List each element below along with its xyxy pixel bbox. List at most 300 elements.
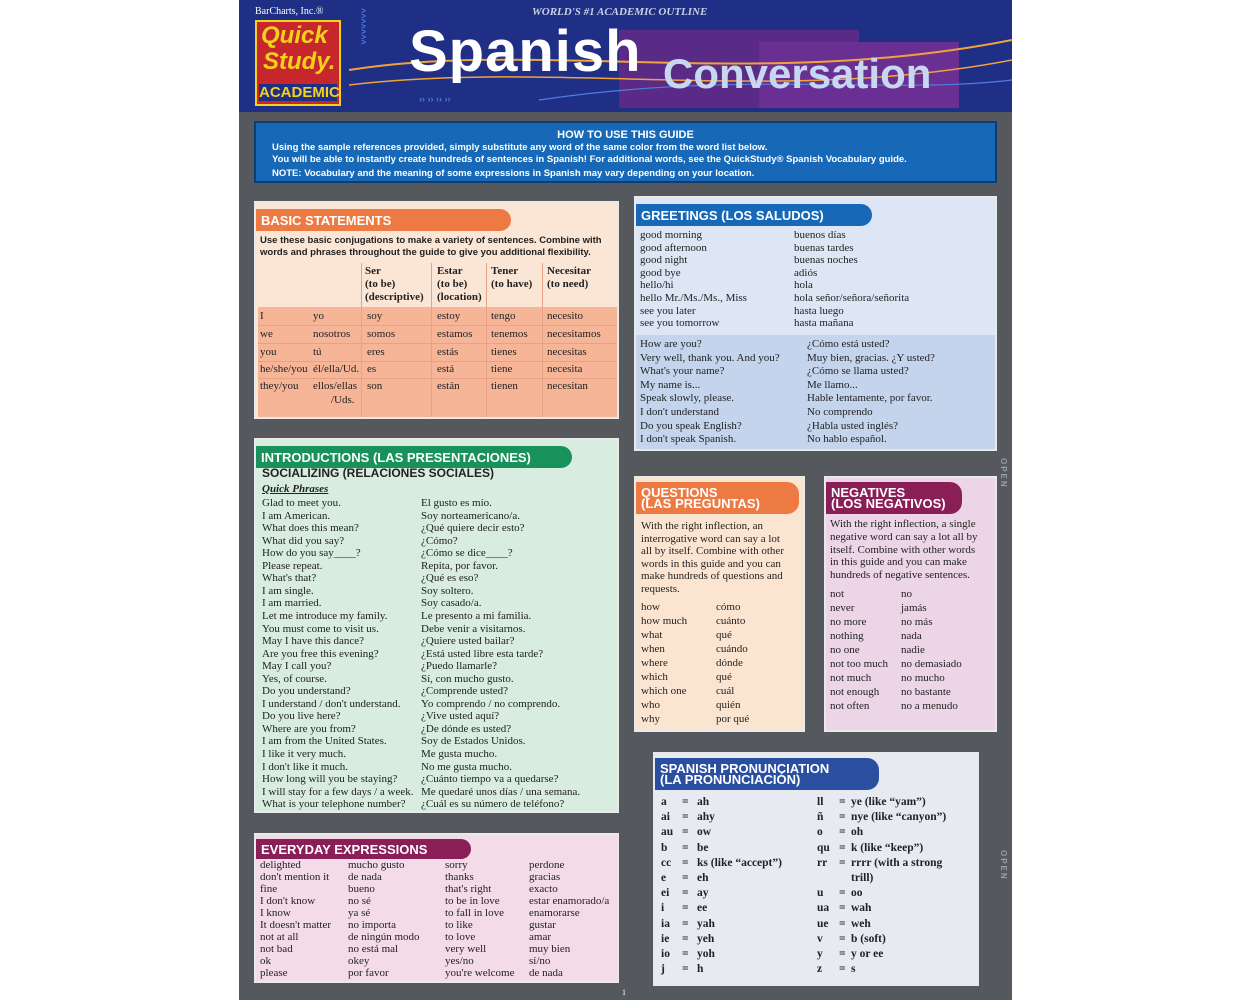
negative-en: not too much: [830, 658, 889, 670]
intro-line: requests.: [641, 583, 680, 595]
col-header: (location): [437, 291, 482, 303]
phrase-en: May I have this dance?: [262, 635, 365, 648]
basic-intro: words and phrases throughout the guide to give you additional flexibility.: [260, 247, 591, 258]
phrase-en: I like it very much.: [262, 748, 347, 760]
expression-en: fine: [260, 883, 278, 895]
phrase-es: No comprendo: [807, 406, 873, 418]
phrase-es: ¿Cómo está usted?: [807, 338, 890, 350]
phrase-en: You must come to visit us.: [262, 622, 379, 635]
equals: =: [839, 932, 846, 945]
intro-line: With the right inflection, a single: [830, 518, 976, 530]
publisher: BarCharts, Inc.®: [255, 6, 324, 17]
table-cell: yo: [313, 310, 324, 322]
negative-en: no one: [830, 644, 860, 656]
sound: ahy: [697, 811, 715, 824]
intro-title: INTRODUCTIONS (LAS PRESENTACIONES): [256, 446, 572, 468]
table-cell: tienen: [491, 380, 518, 392]
expression-es: okey: [348, 955, 370, 967]
phrase-es: Me gusta mucho.: [421, 748, 498, 760]
phrase-en: How are you?: [640, 338, 702, 350]
question-es: por qué: [716, 713, 750, 725]
phrase-en: I am American.: [262, 509, 331, 522]
letter: ue: [817, 917, 829, 930]
table-cell: somos: [367, 328, 396, 340]
expression-en: ok: [260, 955, 271, 967]
phrase-en: What does this mean?: [262, 522, 359, 535]
basic-intro: Use these basic conjugations to make a variety of sentences. Combine with: [260, 235, 602, 246]
equals: =: [682, 826, 689, 839]
phrase-es: ¿Cuánto tiempo va a quedarse?: [421, 773, 559, 786]
open-tab-label: OPEN: [999, 850, 1008, 881]
table-cell: he/she/you: [260, 363, 308, 375]
header: [239, 0, 1012, 112]
letter: au: [661, 826, 674, 839]
equals: =: [682, 872, 689, 884]
phrase-es: ¿Cómo?: [421, 534, 458, 547]
negative-es: no mucho: [901, 672, 945, 684]
sound: be: [697, 841, 709, 854]
phrase-es: El gusto es mío.: [421, 497, 492, 509]
basic-statements-panel: [254, 201, 619, 419]
sound: ks (like “accept”): [697, 856, 782, 869]
negative-en: not enough: [830, 686, 880, 698]
intro-line: hundreds of negative sentences.: [830, 569, 970, 582]
equals: =: [839, 917, 846, 930]
question-es: cuánto: [716, 615, 746, 627]
phrase-en: How long will you be staying?: [262, 773, 398, 786]
intro-line: in this guide and you can make: [830, 556, 967, 569]
intro-line: words in this guide and you can: [641, 557, 781, 570]
phrase-en: How do you say____?: [262, 547, 361, 560]
equals: =: [682, 948, 689, 960]
table-cell: necesito: [547, 310, 584, 322]
intro-line: itself. Combine with other words: [830, 543, 976, 556]
basic-title: BASIC STATEMENTS: [256, 209, 511, 231]
expression-es: no sé: [348, 895, 371, 907]
pronunciation-title-1: SPANISH PRONUNCIATION: [660, 761, 830, 776]
row-divider: [258, 378, 617, 379]
page-number: 1: [622, 988, 626, 997]
phrase-es: Le presento a mi familia.: [421, 609, 532, 622]
expression-es: sí/no: [529, 955, 551, 967]
equals: =: [839, 826, 846, 839]
col-header: (to be): [365, 278, 396, 290]
phrase-en: Do you speak English?: [640, 419, 742, 432]
question-es: qué: [716, 629, 732, 641]
phrase-es: Soy casado/a.: [421, 597, 482, 610]
question-en: when: [641, 643, 665, 655]
letter: e: [661, 872, 667, 884]
table-cell: él/ella/Ud.: [313, 363, 360, 375]
pronunciation-title: [655, 758, 879, 790]
letter: o: [817, 826, 823, 839]
greeting-en: hello Mr./Ms./Ms., Miss: [640, 292, 747, 304]
equals: =: [682, 932, 689, 945]
phrase-en: What did you say?: [262, 534, 345, 547]
question-es: cuál: [716, 685, 735, 697]
phrase-es: Soy soltero.: [421, 584, 474, 597]
phrase-es: ¿Cómo se dice____?: [421, 547, 513, 560]
table-cell: es: [367, 363, 377, 375]
equals: =: [682, 917, 689, 930]
row-divider: [258, 325, 617, 326]
table-cell: tú: [313, 346, 322, 358]
expression-en: not at all: [260, 931, 299, 943]
phrase-es: Yo comprendo / no comprendo.: [421, 697, 561, 710]
equals: =: [682, 856, 689, 869]
letter: y: [817, 948, 823, 960]
expression-en: I know: [260, 907, 291, 919]
phrase-en: I am married.: [262, 597, 322, 610]
sound: y or ee: [851, 948, 884, 960]
table-cell: necesitas: [547, 346, 587, 358]
letter: ie: [661, 932, 670, 945]
letter: z: [817, 963, 823, 976]
phrase-es: ¿Está usted libre esta tarde?: [421, 647, 544, 660]
phrase-es: Me quedaré unos días / una semana.: [421, 785, 581, 798]
tagline: WORLD'S #1 ACADEMIC OUTLINE: [532, 6, 708, 18]
conjugation-table-bg: [258, 307, 617, 417]
intro-line: make hundreds of questions and: [641, 570, 783, 583]
sound: eh: [697, 872, 709, 884]
negative-es: no demasiado: [901, 658, 962, 670]
greeting-es: hasta luego: [794, 304, 844, 317]
question-es: quién: [716, 699, 741, 711]
sound: b (soft): [851, 932, 886, 945]
table-cell: necesita: [547, 363, 583, 375]
phrase-es: ¿Puedo llamarle?: [421, 660, 498, 673]
greeting-en: see you later: [640, 304, 696, 317]
col-header: (to be): [437, 278, 468, 290]
letter: u: [817, 887, 824, 900]
sound: oh: [851, 826, 864, 839]
equals: =: [682, 811, 689, 824]
chevron-right-icon: ›› ›› ›› ››: [419, 94, 451, 104]
phrase-es: Soy de Estados Unidos.: [421, 735, 526, 748]
everyday-panel: [254, 833, 619, 983]
sound: weh: [851, 917, 871, 930]
expression-es: no importa: [348, 919, 396, 931]
phrase-en: What's that?: [262, 572, 317, 585]
letter: cc: [661, 856, 672, 869]
phrase-en: Speak slowly, please.: [640, 392, 734, 405]
sound: ye (like “yam”): [851, 796, 926, 808]
intro-line: all by itself. Combine with other: [641, 545, 784, 558]
sound: nye (like “canyon”): [851, 811, 947, 824]
table-cell: /Uds.: [331, 394, 355, 406]
phrase-en: Let me introduce my family.: [262, 609, 388, 622]
expression-es: perdone: [529, 859, 565, 871]
expression-es: mucho gusto: [348, 859, 405, 871]
page-title: Spanish: [409, 19, 642, 84]
question-en: which one: [641, 685, 687, 697]
phrase-en: Where are you from?: [262, 722, 356, 735]
negative-es: no más: [901, 616, 933, 628]
row-divider: [258, 343, 617, 344]
expression-es: estar enamorado/a: [529, 895, 610, 907]
quickstudy-sheet: [239, 0, 1012, 1000]
phrase-es: ¿Quiere usted bailar?: [421, 635, 515, 648]
expression-en: I don't know: [260, 895, 316, 907]
negative-es: no bastante: [901, 686, 951, 698]
greetings-title: GREETINGS (LOS SALUDOS): [636, 204, 872, 226]
equals: =: [839, 948, 846, 960]
letter: i: [661, 902, 665, 915]
col-header: (to have): [491, 278, 533, 290]
greeting-es: adiós: [794, 266, 818, 279]
table-cell: they/you: [260, 380, 299, 392]
table-cell: we: [260, 328, 273, 340]
equals: =: [839, 811, 846, 824]
col-header: Necesitar: [547, 265, 591, 277]
equals: =: [839, 887, 846, 900]
everyday-title: EVERYDAY EXPRESSIONS: [256, 839, 471, 859]
expression-en: very well: [445, 943, 487, 955]
phrase-en: What is your telephone number?: [262, 798, 406, 811]
question-en: how: [641, 601, 660, 613]
phrase-en: What's your name?: [640, 365, 725, 378]
expression-en: delighted: [260, 859, 301, 871]
negative-en: no more: [830, 616, 867, 628]
negative-es: jamás: [901, 602, 927, 614]
phrase-en: May I call you?: [262, 660, 332, 673]
equals: =: [682, 796, 689, 808]
letter: rr: [817, 856, 828, 869]
negative-en: never: [830, 602, 855, 614]
phrase-en: Please repeat.: [262, 559, 323, 572]
how-to-line: You will be able to instantly create hundreds of sentences in Spanish! For additional words, see the QuickStudy® Spanish Vocabulary guide.: [272, 154, 907, 165]
intro-line: interrogative word can say a lot: [641, 532, 780, 545]
phrase-en: I understand / don't understand.: [262, 697, 401, 710]
expression-es: bueno: [348, 883, 375, 895]
letter: ei: [661, 887, 670, 900]
letter: ai: [661, 811, 670, 824]
col-header: Ser: [365, 265, 381, 277]
sound: s: [851, 963, 856, 976]
phrase-es: ¿Comprende usted?: [421, 685, 509, 698]
letter: ua: [817, 902, 830, 915]
phrase-en: I am from the United States.: [262, 735, 387, 748]
phrase-en: Do you live here?: [262, 710, 341, 723]
negative-en: not: [830, 588, 845, 600]
how-to-box: [254, 121, 997, 183]
negative-en: not often: [830, 700, 870, 712]
negative-en: not much: [830, 672, 872, 684]
questions-title-2: (LAS PREGUNTAS): [641, 496, 760, 511]
table-cell: tienes: [491, 346, 517, 358]
equals: =: [839, 856, 846, 869]
phrase-en: Very well, thank you. And you?: [640, 351, 780, 364]
phrase-en: Yes, of course.: [262, 672, 327, 685]
equals: =: [839, 902, 846, 915]
expression-en: to be in love: [445, 895, 500, 907]
expression-en: It doesn't matter: [260, 919, 332, 931]
greeting-es: buenas noches: [794, 254, 858, 267]
sound: wah: [851, 902, 872, 915]
expression-en: please: [260, 967, 288, 979]
phrase-es: Soy norteamericano/a.: [421, 509, 520, 522]
sound: yah: [697, 917, 715, 930]
equals: =: [839, 796, 846, 808]
negatives-panel: [824, 476, 997, 732]
sound: ow: [697, 826, 712, 839]
greeting-es: buenos días: [794, 229, 846, 241]
divider: [361, 263, 362, 417]
expression-en: to love: [445, 931, 476, 943]
phrase-en: I don't speak Spanish.: [640, 433, 737, 446]
expression-en: sorry: [445, 859, 468, 871]
greeting-en: good night: [640, 254, 688, 267]
sound: rrrr (with a strong: [851, 856, 943, 869]
phrase-es: ¿Qué quiere decir esto?: [421, 522, 525, 535]
expression-es: exacto: [529, 883, 558, 895]
phrase-es: Debe venir a visitarnos.: [421, 622, 526, 635]
pronunciation-panel: [653, 752, 979, 986]
open-tab-label: OPEN: [999, 458, 1008, 489]
expression-es: no está mal: [348, 943, 399, 955]
equals: =: [682, 841, 689, 854]
question-es: qué: [716, 671, 732, 683]
phrase-en: My name is...: [640, 378, 701, 391]
greeting-en: good morning: [640, 229, 703, 241]
expression-es: muy bien: [529, 943, 571, 955]
phrase-en: Are you free this evening?: [262, 647, 379, 660]
phrase-es: No me gusta mucho.: [421, 760, 513, 773]
phrase-es: ¿Habla usted inglés?: [807, 419, 899, 432]
table-cell: estoy: [437, 310, 461, 322]
greeting-es: hola: [794, 279, 813, 292]
letter: qu: [817, 841, 830, 854]
phrase-es: Muy bien, gracias. ¿Y usted?: [807, 351, 935, 364]
greeting-es: buenas tardes: [794, 241, 854, 254]
phrase-es: Me llamo...: [807, 378, 858, 391]
phrase-es: Repita, por favor.: [421, 559, 498, 572]
table-cell: ellos/ellas: [313, 380, 357, 392]
negative-es: nada: [901, 630, 922, 642]
expression-es: por favor: [348, 967, 389, 979]
question-en: how much: [641, 615, 688, 627]
expression-en: thanks: [445, 871, 474, 883]
logo-line1: Quick: [261, 22, 328, 49]
phrase-en: I am single.: [262, 584, 314, 597]
letter: v: [817, 932, 823, 945]
sound: h: [697, 963, 704, 976]
intro-subtitle: SOCIALIZING (RELACIONES SOCIALES): [262, 466, 495, 480]
quick-phrases-label: Quick Phrases: [262, 483, 329, 495]
expression-en: to like: [445, 919, 473, 931]
phrase-es: No hablo español.: [807, 433, 887, 446]
table-cell: necesitamos: [547, 328, 601, 340]
greeting-es: hasta mañana: [794, 317, 854, 330]
sound: k (like “keep”): [851, 841, 924, 854]
col-header: Estar: [437, 265, 463, 277]
negatives-title-2: (LOS NEGATIVOS): [831, 496, 946, 511]
expression-es: ya sé: [348, 907, 371, 919]
questions-title-1: QUESTIONS: [641, 485, 718, 500]
letter: ñ: [817, 811, 824, 824]
expression-es: de ningún modo: [348, 931, 420, 943]
table-cell: nosotros: [313, 328, 351, 340]
sound: ay: [697, 887, 709, 900]
sound: trill): [851, 872, 874, 884]
table-cell: estás: [437, 346, 459, 358]
table-cell: eres: [367, 346, 385, 358]
negative-es: nadie: [901, 644, 925, 656]
phrase-es: Sí, con mucho gusto.: [421, 672, 514, 685]
expression-en: yes/no: [445, 955, 474, 967]
divider: [431, 263, 432, 417]
greeting-es: hola señor/señora/señorita: [794, 292, 910, 304]
sound: yeh: [697, 932, 715, 945]
expression-es: gracias: [529, 871, 561, 883]
question-en: why: [641, 713, 660, 725]
divider: [542, 263, 543, 417]
equals: =: [682, 963, 689, 976]
pronunciation-title-2: (LA PRONUNCIACIÓN): [660, 772, 801, 787]
col-header: Tener: [491, 265, 519, 277]
letter: a: [661, 796, 667, 808]
expression-es: amar: [529, 931, 551, 943]
logo-line2: Study.: [263, 48, 336, 75]
chevron-up-icon: ^^^^^^^: [357, 8, 367, 45]
negatives-title: [826, 482, 962, 514]
question-es: dónde: [716, 657, 743, 669]
phrase-en: I don't understand: [640, 406, 719, 418]
equals: =: [839, 841, 846, 854]
greeting-en: hello/hi: [640, 279, 674, 292]
how-to-title: HOW TO USE THIS GUIDE: [557, 129, 694, 141]
table-cell: tengo: [491, 310, 516, 322]
question-en: which: [641, 671, 668, 683]
expression-en: that's right: [445, 883, 492, 895]
sound: ee: [697, 902, 708, 915]
phrase-es: ¿Cuál es su número de teléfono?: [421, 798, 565, 811]
letter: io: [661, 948, 670, 960]
expression-en: don't mention it: [260, 871, 330, 883]
question-en: what: [641, 629, 663, 641]
negative-en: nothing: [830, 630, 864, 642]
quickstudy-logo: [255, 20, 341, 106]
table-cell: está: [437, 363, 455, 375]
letter: ia: [661, 917, 670, 930]
equals: =: [682, 902, 689, 915]
phrase-es: ¿Vive usted aquí?: [421, 710, 500, 723]
how-to-line: NOTE: Vocabulary and the meaning of some expressions in Spanish may vary depending on your location.: [272, 168, 755, 179]
sound: ah: [697, 796, 710, 808]
sound: oo: [851, 887, 863, 900]
introductions-panel: [254, 438, 619, 813]
phrase-es: ¿Qué es eso?: [421, 572, 479, 585]
phrase-en: Do you understand?: [262, 685, 351, 698]
row-divider: [258, 361, 617, 362]
phrase-en: I don't like it much.: [262, 760, 348, 773]
expression-en: not bad: [260, 943, 293, 955]
divider: [486, 263, 487, 417]
phrase-es: ¿De dónde es usted?: [421, 722, 512, 735]
question-es: cuándo: [716, 643, 748, 655]
page-subtitle: Conversation: [663, 50, 932, 97]
table-cell: necesitan: [547, 380, 588, 392]
intro-line: With the right inflection, an: [641, 520, 764, 532]
table-cell: son: [367, 380, 383, 392]
greetings-panel: [634, 196, 997, 451]
greeting-en: good bye: [640, 266, 681, 279]
table-cell: tiene: [491, 363, 513, 375]
table-cell: tenemos: [491, 328, 528, 340]
logo-line3: ACADEMIC: [259, 84, 340, 101]
table-cell: están: [437, 380, 460, 392]
col-header: (to need): [547, 278, 589, 290]
